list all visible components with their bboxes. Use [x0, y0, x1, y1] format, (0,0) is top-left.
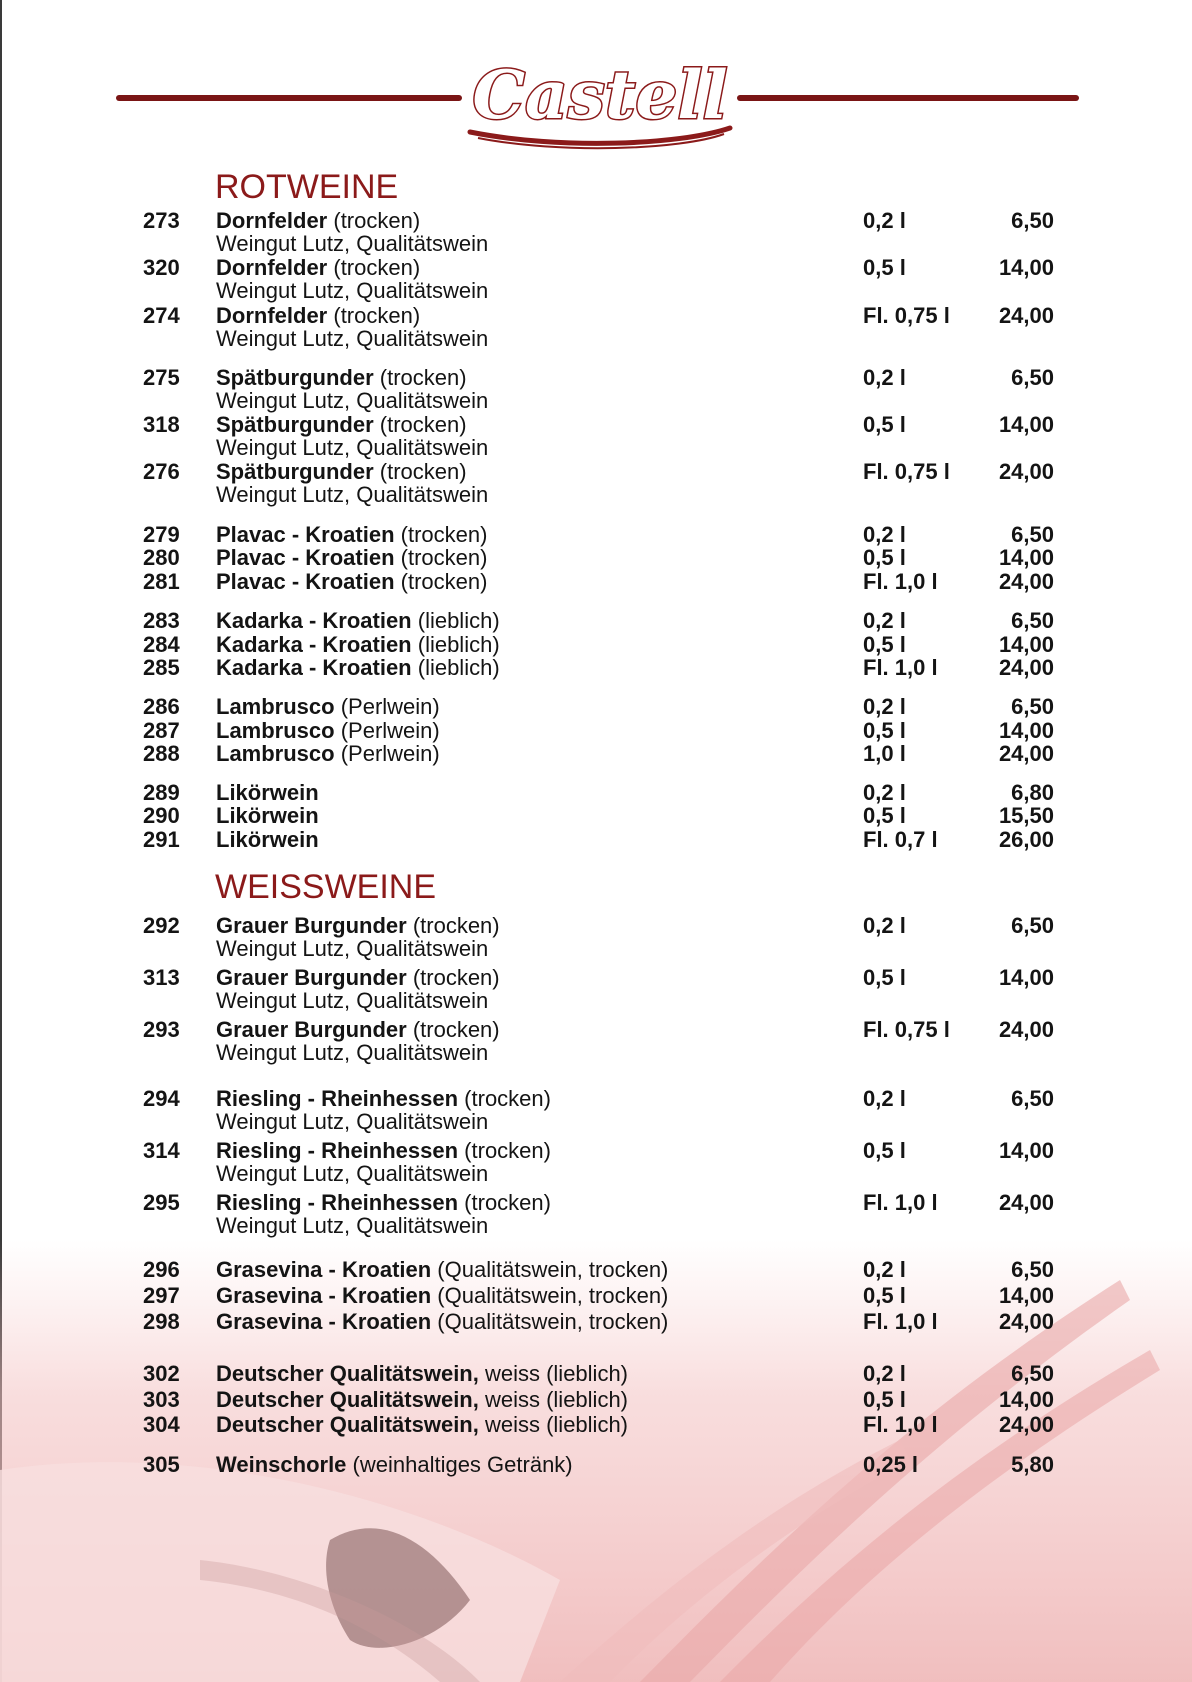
item-number: 296	[143, 1257, 180, 1282]
item-detail: (lieblich)	[411, 655, 500, 680]
item-volume: Fl. 1,0 l	[863, 1412, 938, 1437]
item-detail: (trocken)	[406, 913, 500, 938]
item-volume: Fl. 1,0 l	[863, 1309, 938, 1334]
menu-item	[0, 655, 1192, 681]
menu-item	[0, 1190, 1192, 1216]
item-title: Dornfelder	[216, 255, 328, 280]
item-name	[216, 1361, 628, 1387]
menu-item	[0, 608, 1192, 634]
item-price: 24,00	[998, 655, 1054, 680]
menu-item	[0, 255, 1192, 281]
item-title: Riesling - Rheinhessen	[216, 1190, 459, 1215]
menu-item	[0, 1452, 1192, 1478]
item-volume: 0,2 l	[863, 780, 906, 805]
item-price: 6,50	[1011, 694, 1054, 719]
item-number: 305	[143, 1452, 180, 1477]
item-detail: (lieblich)	[411, 632, 500, 657]
item-name	[216, 1309, 668, 1335]
item-price: 14,00	[998, 255, 1054, 280]
menu-item	[0, 1138, 1192, 1164]
item-title: Likörwein	[216, 780, 319, 805]
item-price: 14,00	[998, 412, 1054, 437]
menu-item	[0, 1412, 1192, 1438]
item-number: 304	[143, 1412, 180, 1437]
item-title: Likörwein	[216, 827, 319, 852]
item-price: 24,00	[998, 1412, 1054, 1437]
item-title: Grauer Burgunder	[216, 913, 407, 938]
item-producer: Weingut Lutz, Qualitätswein	[216, 278, 489, 303]
item-title: Grauer Burgunder	[216, 1017, 407, 1042]
logo-text: Castell	[472, 56, 728, 134]
menu-item	[0, 1257, 1192, 1283]
item-title: Grasevina - Kroatien	[216, 1283, 432, 1308]
item-detail: (trocken)	[394, 522, 488, 547]
item-number: 320	[143, 255, 180, 280]
item-name	[216, 1283, 668, 1309]
menu-item	[0, 965, 1192, 991]
item-title: Spätburgunder	[216, 365, 374, 390]
item-volume: Fl. 0,75 l	[863, 1017, 950, 1042]
item-number: 314	[143, 1138, 180, 1163]
item-producer: Weingut Lutz, Qualitätswein	[216, 435, 489, 460]
item-title: Dornfelder	[216, 208, 328, 233]
item-title: Grasevina - Kroatien	[216, 1257, 432, 1282]
item-detail: (Qualitätswein, trocken)	[431, 1257, 669, 1282]
item-volume: 0,2 l	[863, 1361, 906, 1386]
item-price: 14,00	[998, 632, 1054, 657]
item-detail: (Perlwein)	[334, 694, 440, 719]
item-detail: (trocken)	[373, 459, 467, 484]
item-name	[216, 1257, 668, 1283]
item-price: 6,50	[1011, 1086, 1054, 1111]
item-number: 294	[143, 1086, 180, 1111]
item-price: 6,50	[1011, 522, 1054, 547]
item-volume: Fl. 0,75 l	[863, 303, 950, 328]
item-price: 24,00	[998, 569, 1054, 594]
item-title: Deutscher Qualitätswein,	[216, 1361, 479, 1386]
item-volume: 0,2 l	[863, 1257, 906, 1282]
menu-item	[0, 1387, 1192, 1413]
item-detail: (Qualitätswein, trocken)	[431, 1309, 669, 1334]
item-producer: Weingut Lutz, Qualitätswein	[216, 326, 489, 351]
item-volume: 0,2 l	[863, 913, 906, 938]
item-price: 14,00	[998, 1387, 1054, 1412]
item-number: 303	[143, 1387, 180, 1412]
item-volume: 0,25 l	[863, 1452, 919, 1477]
item-price: 14,00	[998, 1283, 1054, 1308]
item-title: Riesling - Rheinhessen	[216, 1086, 459, 1111]
item-detail: weiss (lieblich)	[478, 1412, 629, 1437]
menu-item	[0, 1283, 1192, 1309]
menu-item	[0, 694, 1192, 720]
item-price: 5,80	[1011, 1452, 1054, 1477]
item-detail: (trocken)	[394, 569, 488, 594]
item-title: Weinschorle	[216, 1452, 347, 1477]
item-title: Likörwein	[216, 803, 319, 828]
item-number: 318	[143, 412, 180, 437]
item-volume: 0,2 l	[863, 365, 906, 390]
item-number: 302	[143, 1361, 180, 1386]
item-number: 291	[143, 827, 180, 852]
item-volume: Fl. 0,75 l	[863, 459, 950, 484]
item-number: 284	[143, 632, 180, 657]
item-volume: 0,5 l	[863, 632, 906, 657]
item-title: Kadarka - Kroatien	[216, 655, 412, 680]
item-title: Grauer Burgunder	[216, 965, 407, 990]
item-detail: (trocken)	[373, 412, 467, 437]
item-producer: Weingut Lutz, Qualitätswein	[216, 1213, 489, 1238]
item-title: Plavac - Kroatien	[216, 522, 395, 547]
item-producer: Weingut Lutz, Qualitätswein	[216, 231, 489, 256]
item-detail: (Perlwein)	[334, 718, 440, 743]
item-number: 292	[143, 913, 180, 938]
item-volume: 0,5 l	[863, 412, 906, 437]
item-number: 280	[143, 545, 180, 570]
item-price: 24,00	[998, 1190, 1054, 1215]
menu-item	[0, 1017, 1192, 1043]
header-logo	[0, 0, 1192, 160]
item-price: 6,50	[1011, 365, 1054, 390]
item-price: 24,00	[998, 303, 1054, 328]
item-number: 297	[143, 1283, 180, 1308]
item-volume: 0,2 l	[863, 208, 906, 233]
item-price: 6,50	[1011, 608, 1054, 633]
item-detail: (trocken)	[458, 1138, 551, 1163]
item-title: Kadarka - Kroatien	[216, 608, 412, 633]
item-volume: 0,5 l	[863, 1283, 906, 1308]
item-volume: 0,2 l	[863, 608, 906, 633]
item-name	[216, 569, 487, 595]
item-number: 281	[143, 569, 180, 594]
section-title: ROTWEINE	[215, 168, 399, 206]
item-number: 298	[143, 1309, 180, 1334]
menu-item	[0, 1361, 1192, 1387]
item-detail: (trocken)	[327, 303, 421, 328]
item-number: 293	[143, 1017, 180, 1042]
item-detail: (trocken)	[458, 1086, 551, 1111]
item-price: 14,00	[998, 718, 1054, 743]
item-title: Spätburgunder	[216, 459, 374, 484]
item-producer: Weingut Lutz, Qualitätswein	[216, 936, 489, 961]
item-producer: Weingut Lutz, Qualitätswein	[216, 1040, 489, 1065]
item-name	[216, 803, 319, 829]
menu-item	[0, 459, 1192, 485]
item-title: Riesling - Rheinhessen	[216, 1138, 459, 1163]
menu-item	[0, 208, 1192, 234]
item-detail: (trocken)	[327, 255, 421, 280]
item-number: 289	[143, 780, 180, 805]
item-title: Spätburgunder	[216, 412, 374, 437]
item-producer: Weingut Lutz, Qualitätswein	[216, 1109, 489, 1134]
item-price: 24,00	[998, 1309, 1054, 1334]
item-price: 6,50	[1011, 913, 1054, 938]
item-title: Lambrusco	[216, 694, 335, 719]
item-title: Kadarka - Kroatien	[216, 632, 412, 657]
menu-item	[0, 803, 1192, 829]
item-price: 14,00	[998, 965, 1054, 990]
item-price: 26,00	[998, 827, 1054, 852]
item-title: Grasevina - Kroatien	[216, 1309, 432, 1334]
item-detail: (trocken)	[327, 208, 421, 233]
item-volume: 0,5 l	[863, 1387, 906, 1412]
menu-item	[0, 913, 1192, 939]
menu-item	[0, 412, 1192, 438]
item-number: 286	[143, 694, 180, 719]
item-price: 6,50	[1011, 1361, 1054, 1386]
item-volume: Fl. 1,0 l	[863, 1190, 938, 1215]
item-number: 274	[143, 303, 180, 328]
item-volume: 0,2 l	[863, 522, 906, 547]
item-name	[216, 1412, 628, 1438]
section-title: WEISSWEINE	[215, 868, 437, 906]
item-volume: Fl. 1,0 l	[863, 569, 938, 594]
item-detail: weiss (lieblich)	[478, 1387, 629, 1412]
item-detail: (Qualitätswein, trocken)	[431, 1283, 669, 1308]
item-name	[216, 608, 500, 634]
item-price: 6,50	[1011, 1257, 1054, 1282]
item-name	[216, 1452, 573, 1478]
item-price: 14,00	[998, 545, 1054, 570]
item-number: 279	[143, 522, 180, 547]
item-name	[216, 694, 440, 720]
item-detail: (lieblich)	[411, 608, 500, 633]
item-name	[216, 655, 500, 681]
item-name	[216, 545, 487, 571]
menu-item	[0, 365, 1192, 391]
item-number: 290	[143, 803, 180, 828]
item-detail: (weinhaltiges Getränk)	[346, 1452, 573, 1477]
item-price: 24,00	[998, 741, 1054, 766]
item-detail: (trocken)	[406, 965, 500, 990]
item-price: 14,00	[998, 1138, 1054, 1163]
item-producer: Weingut Lutz, Qualitätswein	[216, 1161, 489, 1186]
item-title: Lambrusco	[216, 718, 335, 743]
item-number: 285	[143, 655, 180, 680]
item-volume: 0,5 l	[863, 965, 906, 990]
item-number: 273	[143, 208, 180, 233]
item-title: Dornfelder	[216, 303, 328, 328]
item-price: 6,50	[1011, 208, 1054, 233]
item-detail: weiss (lieblich)	[478, 1361, 629, 1386]
item-volume: 0,2 l	[863, 1086, 906, 1111]
item-title: Deutscher Qualitätswein,	[216, 1387, 479, 1412]
item-volume: Fl. 0,7 l	[863, 827, 938, 852]
item-detail: (trocken)	[406, 1017, 500, 1042]
menu-item	[0, 1309, 1192, 1335]
item-price: 24,00	[998, 1017, 1054, 1042]
item-producer: Weingut Lutz, Qualitätswein	[216, 482, 489, 507]
item-name	[216, 741, 440, 767]
item-producer: Weingut Lutz, Qualitätswein	[216, 388, 489, 413]
item-number: 288	[143, 741, 180, 766]
item-volume: 0,5 l	[863, 255, 906, 280]
item-number: 287	[143, 718, 180, 743]
item-title: Plavac - Kroatien	[216, 545, 395, 570]
item-name	[216, 827, 319, 853]
item-price: 24,00	[998, 459, 1054, 484]
item-volume: 0,5 l	[863, 718, 906, 743]
item-volume: 0,5 l	[863, 803, 906, 828]
item-detail: (trocken)	[394, 545, 488, 570]
item-number: 276	[143, 459, 180, 484]
item-price: 15,50	[998, 803, 1054, 828]
item-volume: 1,0 l	[863, 741, 906, 766]
item-title: Plavac - Kroatien	[216, 569, 395, 594]
item-title: Deutscher Qualitätswein,	[216, 1412, 479, 1437]
item-volume: 0,2 l	[863, 694, 906, 719]
item-volume: 0,5 l	[863, 545, 906, 570]
item-price: 6,80	[1011, 780, 1054, 805]
menu-item	[0, 827, 1192, 853]
item-volume: 0,5 l	[863, 1138, 906, 1163]
menu-item	[0, 545, 1192, 571]
menu-item	[0, 303, 1192, 329]
item-title: Lambrusco	[216, 741, 335, 766]
item-number: 313	[143, 965, 180, 990]
item-name	[216, 1387, 628, 1413]
item-number: 295	[143, 1190, 180, 1215]
item-detail: (trocken)	[373, 365, 467, 390]
item-producer: Weingut Lutz, Qualitätswein	[216, 988, 489, 1013]
menu-item	[0, 741, 1192, 767]
item-volume: Fl. 1,0 l	[863, 655, 938, 680]
menu-item	[0, 569, 1192, 595]
item-number: 275	[143, 365, 180, 390]
item-detail: (Perlwein)	[334, 741, 440, 766]
item-number: 283	[143, 608, 180, 633]
item-detail: (trocken)	[458, 1190, 551, 1215]
menu-item	[0, 1086, 1192, 1112]
